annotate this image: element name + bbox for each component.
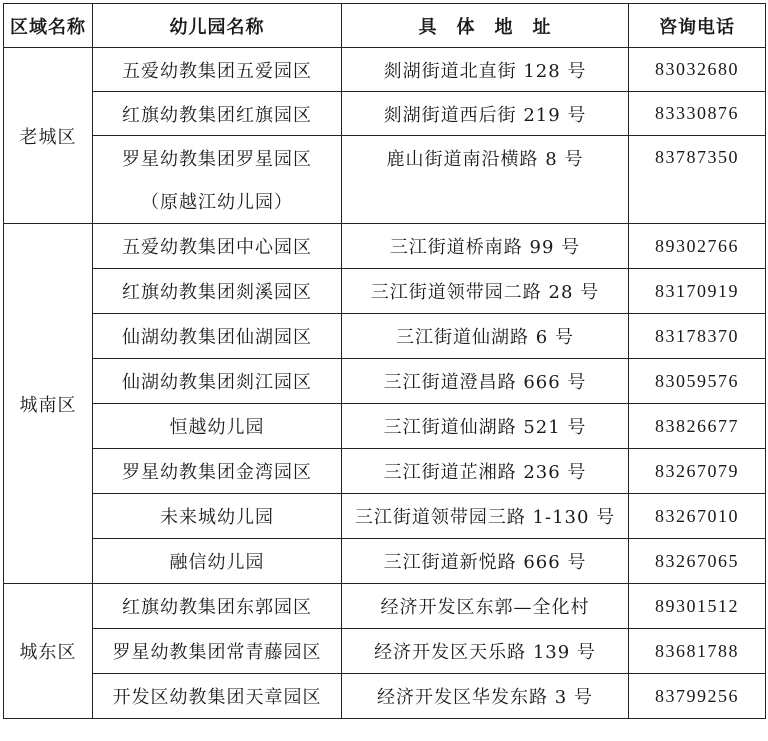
- table-row: [4, 48, 766, 92]
- table-row: [4, 269, 766, 314]
- address-cell: 鹿山街道南沿横路 8 号: [342, 136, 629, 180]
- kindergarten-name: 五爱幼教集团中心园区: [93, 224, 342, 269]
- kindergarten-name: 红旗幼教集团红旗园区: [93, 92, 342, 136]
- address-cell: 三江街道仙湖路 6 号: [342, 314, 629, 359]
- table-row: [4, 674, 766, 719]
- phone-cell: 83330876: [629, 92, 766, 136]
- kindergarten-name: 罗星幼教集团常青藤园区: [93, 629, 342, 674]
- kindergarten-name: 仙湖幼教集团仙湖园区: [93, 314, 342, 359]
- kindergarten-name: 仙湖幼教集团剡江园区: [93, 359, 342, 404]
- phone-cell: 83681788: [629, 629, 766, 674]
- address-cell: 经济开发区华发东路 3 号: [342, 674, 629, 719]
- header-address: 具 体 地 址: [342, 4, 629, 48]
- address-cell-empty: [342, 180, 629, 224]
- phone-cell: 83059576: [629, 359, 766, 404]
- table-row: [4, 629, 766, 674]
- address-cell: 三江街道领带园二路 28 号: [342, 269, 629, 314]
- address-cell: 剡湖街道北直街 128 号: [342, 48, 629, 92]
- table-row: [4, 224, 766, 269]
- address-cell: 三江街道桥南路 99 号: [342, 224, 629, 269]
- table-row: [4, 359, 766, 404]
- kindergarten-name: 罗星幼教集团金湾园区: [93, 449, 342, 494]
- phone-cell-empty: [629, 180, 766, 224]
- table-row: [4, 584, 766, 629]
- phone-cell: 83787350: [629, 136, 766, 180]
- address-cell: 三江街道澄昌路 666 号: [342, 359, 629, 404]
- address-cell: 剡湖街道西后街 219 号: [342, 92, 629, 136]
- phone-cell: 83826677: [629, 404, 766, 449]
- district-cell: 老城区: [4, 48, 93, 224]
- kindergarten-name: 罗星幼教集团罗星园区: [93, 136, 342, 180]
- kindergarten-name: 五爱幼教集团五爱园区: [93, 48, 342, 92]
- table-header-row: [4, 4, 766, 48]
- phone-cell: 83032680: [629, 48, 766, 92]
- address-cell: 三江街道领带园三路 1-130 号: [342, 494, 629, 539]
- phone-cell: 89301512: [629, 584, 766, 629]
- kindergarten-table: [3, 3, 766, 719]
- table-row: [4, 449, 766, 494]
- table-row: [4, 539, 766, 584]
- table-row: [4, 136, 766, 180]
- kindergarten-name: 未来城幼儿园: [93, 494, 342, 539]
- header-district: 区域名称: [4, 4, 93, 48]
- table-row: [4, 404, 766, 449]
- district-cell: 城东区: [4, 584, 93, 719]
- address-cell: 经济开发区东郭—全化村: [342, 584, 629, 629]
- address-cell: 经济开发区天乐路 139 号: [342, 629, 629, 674]
- table-row: [4, 92, 766, 136]
- address-cell: 三江街道芷湘路 236 号: [342, 449, 629, 494]
- phone-cell: 83267010: [629, 494, 766, 539]
- phone-cell: 83170919: [629, 269, 766, 314]
- phone-cell: 83267079: [629, 449, 766, 494]
- address-cell: 三江街道仙湖路 521 号: [342, 404, 629, 449]
- kindergarten-name: 融信幼儿园: [93, 539, 342, 584]
- phone-cell: 83178370: [629, 314, 766, 359]
- kindergarten-name: 红旗幼教集团剡溪园区: [93, 269, 342, 314]
- phone-cell: 83267065: [629, 539, 766, 584]
- kindergarten-name-note: （原越江幼儿园）: [93, 180, 342, 224]
- address-cell: 三江街道新悦路 666 号: [342, 539, 629, 584]
- table-row: [4, 314, 766, 359]
- table-row: [4, 494, 766, 539]
- table-row-continuation: [4, 180, 766, 224]
- header-phone: 咨询电话: [629, 4, 766, 48]
- kindergarten-name: 开发区幼教集团天章园区: [93, 674, 342, 719]
- kindergarten-name: 恒越幼儿园: [93, 404, 342, 449]
- phone-cell: 89302766: [629, 224, 766, 269]
- district-cell: 城南区: [4, 224, 93, 584]
- header-kindergarten-name: 幼儿园名称: [93, 4, 342, 48]
- phone-cell: 83799256: [629, 674, 766, 719]
- kindergarten-name: 红旗幼教集团东郭园区: [93, 584, 342, 629]
